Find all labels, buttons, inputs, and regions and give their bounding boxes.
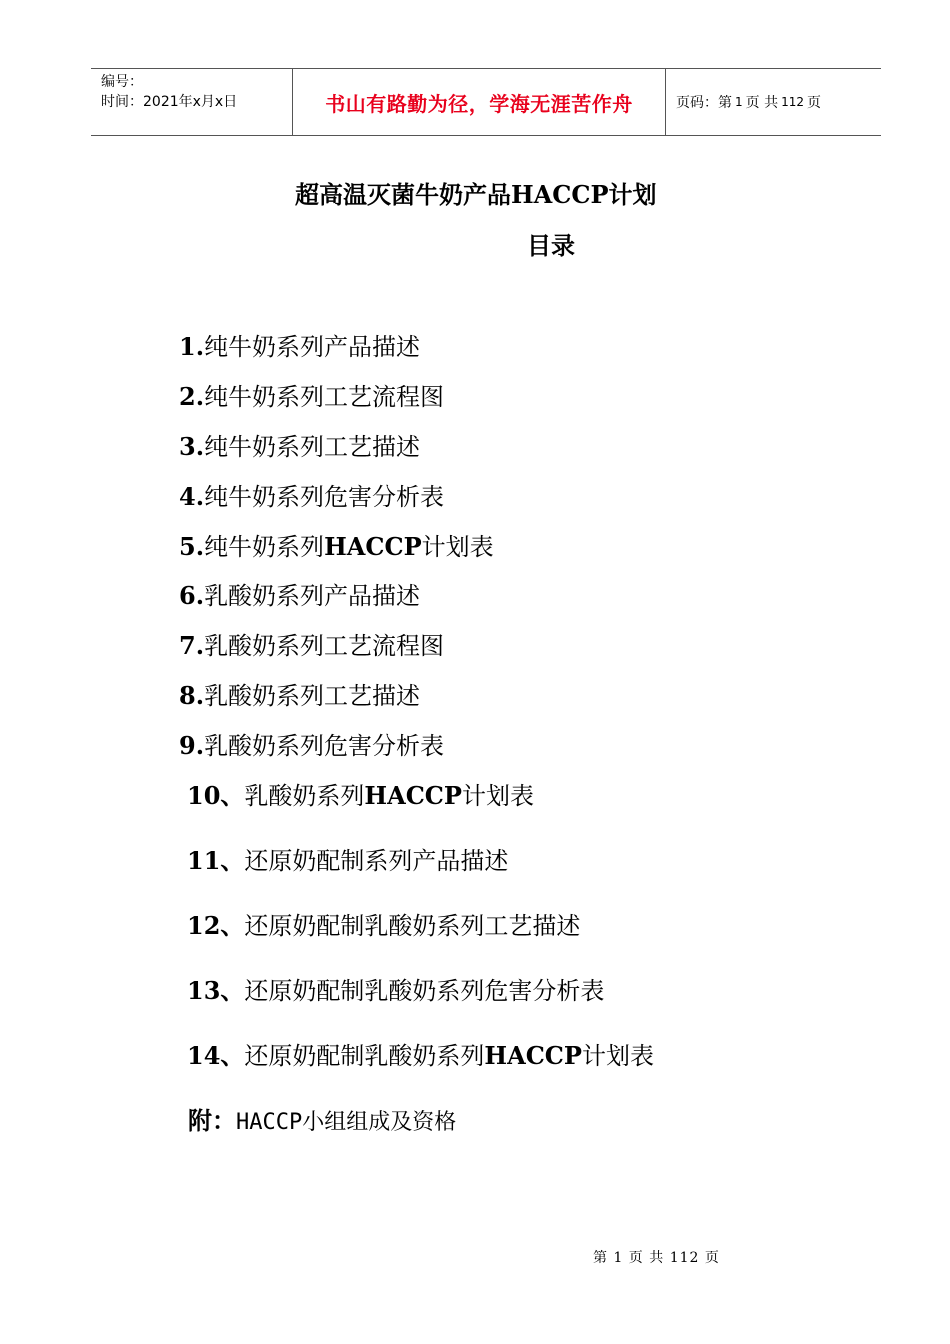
document-title: 超高温灭菌牛奶产品HACCP计划 xyxy=(295,180,657,209)
toc-item[interactable] xyxy=(179,327,420,362)
toc-item-text: 还原奶配制乳酸奶系列HACCP计划表 xyxy=(244,1041,654,1070)
header-meta xyxy=(91,69,293,135)
toc-item-number: 11、 xyxy=(187,846,245,875)
toc-item-text: 纯牛奶系列工艺流程图 xyxy=(204,383,445,411)
time-label: 时间：2021年x月x日 xyxy=(101,94,238,110)
toc-item-number: 14、 xyxy=(187,1041,245,1070)
toc-item-number: 6. xyxy=(179,581,205,610)
toc-item[interactable] xyxy=(179,726,444,761)
page-current: 1 xyxy=(735,95,743,109)
serial-label: 编号： xyxy=(101,74,143,90)
toc-item-number: 8. xyxy=(179,681,205,710)
page-total: 112 xyxy=(781,95,804,109)
toc-item[interactable] xyxy=(187,841,508,876)
toc-item-text: 还原奶配制系列产品描述 xyxy=(244,847,509,875)
toc-item-text: 纯牛奶系列HACCP计划表 xyxy=(204,532,494,561)
header-motto-cell xyxy=(293,69,666,135)
toc-item[interactable] xyxy=(187,776,534,811)
toc-item-number: 12、 xyxy=(187,911,245,940)
toc-item-text: 乳酸奶系列HACCP计划表 xyxy=(244,781,534,810)
header-page-info xyxy=(666,69,881,135)
header-motto: 书山有路勤为径，学海无涯苦作舟 xyxy=(325,91,633,116)
toc-item[interactable] xyxy=(179,477,444,512)
toc-item[interactable] xyxy=(187,1036,654,1071)
toc-item-text: 还原奶配制乳酸奶系列工艺描述 xyxy=(244,912,581,940)
toc-item[interactable] xyxy=(179,377,444,412)
toc-item[interactable] xyxy=(187,906,580,941)
toc-item[interactable] xyxy=(179,527,494,562)
appendix-label: 附： xyxy=(188,1106,236,1135)
toc-item-number: 10、 xyxy=(187,781,245,810)
page-header xyxy=(91,68,881,136)
toc-item-number: 13、 xyxy=(187,976,245,1005)
appendix-text: HACCP小组组成及资格 xyxy=(236,1110,457,1135)
toc-item-text: 乳酸奶系列工艺描述 xyxy=(204,682,421,710)
toc-item-number: 9. xyxy=(179,731,205,760)
toc-item[interactable] xyxy=(179,427,420,462)
toc-item-number: 2. xyxy=(179,382,205,411)
document-subtitle: 目录 xyxy=(527,231,575,260)
toc-item-text: 纯牛奶系列产品描述 xyxy=(204,333,421,361)
toc-item-text: 乳酸奶系列危害分析表 xyxy=(204,732,445,760)
toc-item-number: 7. xyxy=(179,631,205,660)
toc-item-text: 乳酸奶系列工艺流程图 xyxy=(204,632,445,660)
page-suffix: 页 xyxy=(807,95,821,111)
appendix-line[interactable] xyxy=(188,1101,456,1136)
toc-item[interactable] xyxy=(179,676,420,711)
page-footer: 第 1 页 共 112 页 xyxy=(593,1250,720,1266)
toc-item-text: 纯牛奶系列工艺描述 xyxy=(204,433,421,461)
page-mid: 页 共 xyxy=(745,95,779,111)
toc-item-number: 5. xyxy=(179,532,205,561)
toc-item[interactable] xyxy=(187,971,604,1006)
toc-item-text: 乳酸奶系列产品描述 xyxy=(204,582,421,610)
toc-item-text: 纯牛奶系列危害分析表 xyxy=(204,483,445,511)
toc-item-text: 还原奶配制乳酸奶系列危害分析表 xyxy=(244,977,605,1005)
page-prefix: 页码：第 xyxy=(676,95,732,111)
toc-item-number: 4. xyxy=(179,482,205,511)
toc-item-number: 3. xyxy=(179,432,205,461)
toc-item[interactable] xyxy=(179,576,420,611)
toc-item-number: 1. xyxy=(179,332,205,361)
toc-item[interactable] xyxy=(179,626,444,661)
